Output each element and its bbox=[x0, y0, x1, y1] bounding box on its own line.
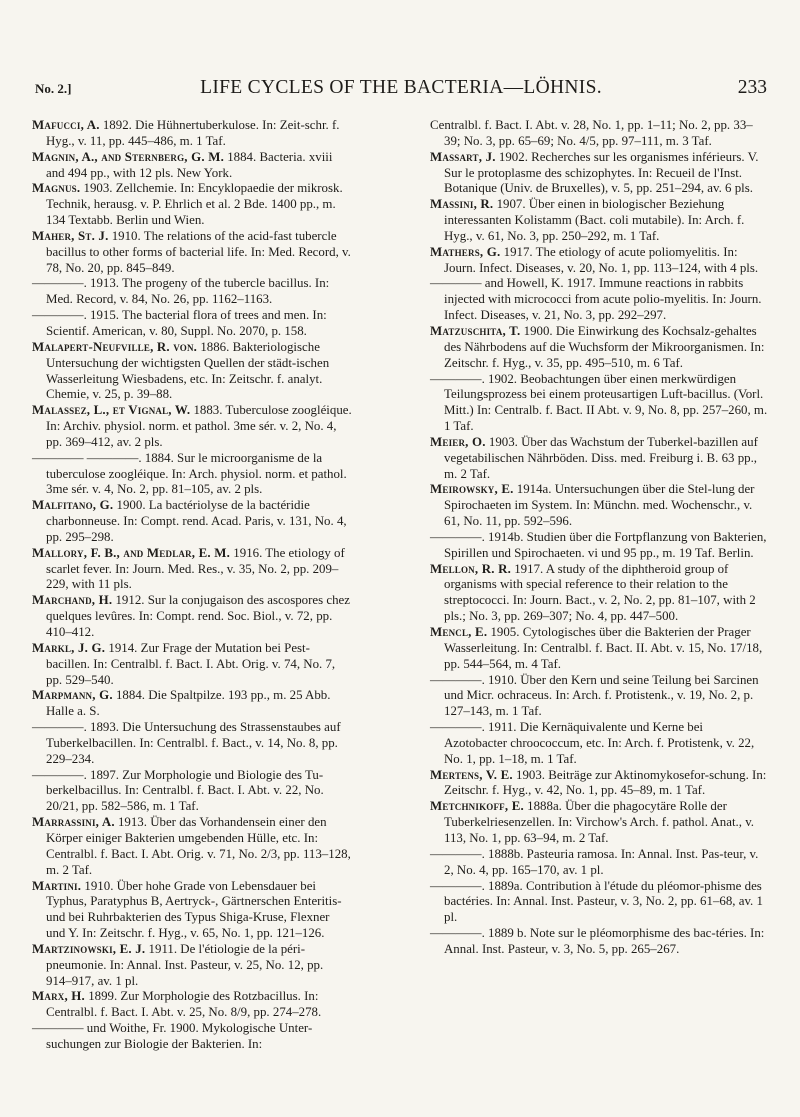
reference-text: ————. 1889a. Contribution à l'étude du pléomor-phisme des bactéries. In: Annal. Inst. Pasteur, v. 3, No. 2, pp. 61–68, av. 1 pl. bbox=[430, 878, 763, 925]
reference-text: 1899. Zur Morphologie des Rotzbacillus. In: Centralbl. f. Bact. I. Abt. v. 25, No. 8/9, pp. 274–278. bbox=[46, 989, 322, 1020]
reference-entry bbox=[430, 847, 768, 879]
issue-number: No. 2.] bbox=[35, 81, 72, 96]
reference-entry bbox=[32, 879, 352, 942]
reference-entry bbox=[32, 308, 352, 340]
reference-author: Mellon, R. R. bbox=[430, 561, 512, 576]
reference-entry bbox=[430, 562, 768, 625]
reference-author: Mertens, V. E. bbox=[430, 767, 513, 782]
reference-entry bbox=[430, 530, 768, 562]
reference-text: 1886. Bakteriologische Untersuchung der wichtigsten Quellen der städt-ischen Wasserleitung Wiesbadens, etc. In: Zeitschr. f. analyt. Chemie, v. 25, p. 39–88. bbox=[46, 339, 330, 402]
reference-text: 1900. La bactériolyse de la bactéridie charbonneuse. In: Compt. rend. Acad. Paris, v. 131, No. 4, pp. 295–298. bbox=[46, 498, 347, 544]
reference-entry bbox=[430, 324, 768, 372]
reference-text: 1883. Tuberculose zoogléique. In: Archiv. physiol. norm. et pathol. 3me sér. v. 2, No. 4, pp. 369–412, av. 2 pls. bbox=[46, 403, 352, 449]
reference-entry bbox=[32, 720, 352, 768]
reference-entry bbox=[32, 340, 352, 403]
reference-text: ———— and Howell, K. 1917. Immune reactions in rabbits injected with micrococci from acute polio-myelitis. In: Journ. Infect. Diseases, v. 21, No. 3, pp. 292–297. bbox=[430, 276, 762, 323]
reference-entry bbox=[430, 926, 768, 958]
page-number: 233 bbox=[737, 77, 767, 98]
reference-text: ————. 1893. Die Untersuchung des Strassenstaubes auf Tuberkelbacillen. In: Centralbl. f. Bact., v. 14, No. 8, pp. 229–234. bbox=[32, 720, 341, 766]
reference-author: Martzinowski, E. J. bbox=[32, 941, 146, 956]
reference-author: Marchand, H. bbox=[32, 593, 113, 608]
reference-entry bbox=[32, 403, 352, 451]
reference-entry bbox=[32, 815, 352, 878]
reference-author: Mencl, E. bbox=[430, 625, 488, 639]
reference-text: 1914. Zur Frage der Mutation bei Pest-bacillen. In: Centralbl. f. Bact. I. Abt. Orig. v. 74, No. 7, pp. 529–540. bbox=[46, 640, 336, 687]
reference-entry bbox=[430, 197, 768, 245]
reference-text: ————. 1897. Zur Morphologie und Biologie des Tu-berkelbacillus. In: Centralbl. f. Bact. I. Abt. v. 22, No. 20/21, pp. 582–586, m. 1 Taf. bbox=[32, 767, 324, 814]
reference-author: Malapert-Neufville, R. von. bbox=[32, 339, 198, 354]
reference-entry bbox=[430, 245, 768, 277]
reference-text: Centralbl. f. Bact. I. Abt. v. 28, No. 1, pp. 1–11; No. 2, pp. 33–39; No. 3, pp. 65–69; No. 4/5, pp. 97–111, m. 3 Taf. bbox=[430, 118, 753, 148]
reference-text: 1910. Über hohe Grade von Lebensdauer bei Typhus, Paratyphus B, Aertryck-, Gärtnerschen Enteritis- und bei Ruhrbakterien des Typus Shiga-Kruse, Flexner und Y. In: Zeitschr. f. Hyg., v. 65, No. 1, pp. 121–126. bbox=[46, 878, 342, 941]
reference-entry bbox=[430, 150, 768, 198]
reference-text: ————. 1910. Über den Kern und seine Teilung bei Sarcinen und Micr. ochraceus. In: Arch. f. Protistenk., v. 19, No. 2, p. 127–143, m. 1 Taf. bbox=[430, 672, 759, 719]
reference-entry bbox=[430, 625, 768, 673]
reference-entry bbox=[430, 799, 768, 847]
reference-entry bbox=[32, 150, 352, 182]
reference-entry bbox=[32, 593, 352, 641]
reference-text: ————. 1915. The bacterial flora of trees and men. In: Scientif. American, v. 80, Suppl. No. 2070, p. 158. bbox=[32, 308, 327, 338]
reference-entry bbox=[32, 688, 352, 720]
reference-entry bbox=[430, 768, 768, 800]
reference-entry bbox=[32, 989, 352, 1021]
reference-text: ————. 1888b. Pasteuria ramosa. In: Annal. Inst. Pas-teur, v. 2, No. 4, pp. 165–170, av. 1 pl. bbox=[430, 846, 759, 877]
reference-author: Matzuschita, T. bbox=[430, 323, 521, 338]
reference-author: Marpmann, G. bbox=[32, 688, 113, 703]
reference-entry bbox=[32, 229, 352, 277]
reference-author: Maher, St. J. bbox=[32, 228, 109, 243]
reference-text: 1903. Über das Wachstum der Tuberkel-bazillen auf vegetabilischen Nährböden. Diss. med. Freiburg i. B. 63 pp., m. 2 Taf. bbox=[444, 434, 758, 481]
running-title: LIFE CYCLES OF THE BACTERIA—LÖHNIS. bbox=[200, 77, 602, 98]
reference-author: Massart, J. bbox=[430, 149, 496, 164]
left-column bbox=[32, 118, 352, 1053]
reference-entry bbox=[32, 641, 352, 689]
reference-text: 1907. Über einen in biologischer Beziehung interessanten Kolistamm (Bact. coli mutabile). In: Arch. f. Hyg., v. 61, No. 3, pp. 250–292, m. 1 Taf. bbox=[444, 197, 745, 243]
reference-text: 1913. Über das Vorhandensein einer den Körper einiger Bakterien umgebenden Hülle, etc. In: Centralbl. f. Bact. I. Abt. Orig. v. 71, No. 2/3, pp. 113–128, m. 2 Taf. bbox=[46, 815, 351, 877]
reference-author: Magnin, A., and Sternberg, G. M. bbox=[32, 149, 224, 164]
reference-author: Markl, J. G. bbox=[32, 640, 106, 655]
reference-text: 1917. A study of the diphtheroid group of organisms with special reference to their relation to the streptococci. In: Journ. Bact., v. 2, No. 2, pp. 81–107, with 2 pls.; No. 3, pp. 269–307; No. 4, pp. 447–500. bbox=[444, 561, 756, 624]
reference-entry bbox=[430, 720, 768, 768]
reference-entry bbox=[32, 451, 352, 499]
reference-entry bbox=[32, 181, 352, 229]
reference-author: Martini. bbox=[32, 878, 82, 893]
reference-author: Mafucci, A. bbox=[32, 118, 100, 132]
reference-entry bbox=[32, 546, 352, 594]
reference-author: Metchnikoff, E. bbox=[430, 799, 524, 814]
reference-entry bbox=[430, 372, 768, 435]
reference-entry bbox=[32, 118, 352, 150]
reference-entry bbox=[430, 482, 768, 530]
reference-text: 1902. Recherches sur les organismes inférieurs. V. Sur le protoplasme des schizophytes. In: Recueil de l'Inst. Botanique (Univ. de Bruxelles), v. 5, pp. 251–294, av. 6 pls. bbox=[444, 149, 759, 196]
right-column bbox=[430, 118, 768, 958]
reference-text: 1900. Die Einwirkung des Kochsalz-gehaltes des Nährbodens auf die Wuchsform der Mikroorganismen. In: Zeitschr. f. Hyg., v. 35, pp. 495–510, m. 6 Taf. bbox=[444, 323, 765, 370]
reference-text: 1884. Bacteria. xviii and 494 pp., with 12 pls. New York. bbox=[46, 149, 333, 180]
reference-text: 1903. Beiträge zur Aktinomykosefor-schung. In: Zeitschr. f. Hyg., v. 42, No. 1, pp. 45–89, m. 1 Taf. bbox=[444, 767, 767, 798]
reference-text: 1884. Die Spaltpilze. 193 pp., m. 25 Abb. Halle a. S. bbox=[46, 688, 331, 719]
reference-text: 1888a. Über die phagocytäre Rolle der Tuberkelriesenzellen. In: Virchow's Arch. f. pathol. Anat., v. 113, No. 1, pp. 63–94, m. 2 Taf. bbox=[444, 799, 755, 845]
reference-text: ————. 1914b. Studien über die Fortpflanzung von Bakterien, Spirillen und Spirochaeten. vi und 95 pp., m. 19 Taf. Berlin. bbox=[430, 529, 767, 560]
reference-text: 1914a. Untersuchungen über die Stel-lung der Spirochaeten im System. In: Münchn. med. Wochenschr., v. 61, No. 11, pp. 592–596. bbox=[444, 482, 755, 529]
reference-author: Malfitano, G. bbox=[32, 498, 114, 513]
reference-entry bbox=[32, 768, 352, 816]
reference-entry bbox=[32, 1021, 352, 1053]
reference-text: ————. 1902. Beobachtungen über einen merkwürdigen Teilungsprozess bei einem proteusartigen Luft-bacillus. (Vorl. Mitt.) In: Centralb. f. Bact. II Abt. v. 9, No. 8, pp. 257–260, m. 1 Taf. bbox=[430, 371, 768, 434]
reference-text: ————. 1913. The progeny of the tubercle bacillus. In: Med. Record, v. 84, No. 26, pp. 1162–1163. bbox=[32, 276, 330, 307]
reference-text: ———— ————. 1884. Sur le microorganisme de la tuberculose zoogléique. In: Arch. physiol. norm. et pathol. 3me sér. v. 4, No. 2, pp. 81–105, av. 2 pls. bbox=[32, 450, 347, 497]
reference-author: Mallory, F. B., and Medlar, E. M. bbox=[32, 545, 231, 560]
reference-entry bbox=[430, 435, 768, 483]
reference-text: ————. 1889 b. Note sur le pléomorphisme des bac-téries. In: Annal. Inst. Pasteur, v. 3, No. 5, pp. 265–267. bbox=[430, 926, 765, 956]
reference-entry bbox=[430, 118, 768, 150]
running-header bbox=[35, 77, 767, 101]
reference-entry bbox=[430, 673, 768, 721]
reference-text: 1916. The etiology of scarlet fever. In: Journ. Med. Res., v. 35, No. 2, pp. 209–229, with 11 pls. bbox=[46, 545, 345, 592]
reference-text: 1917. The etiology of acute poliomyelitis. In: Journ. Infect. Diseases, v. 20, No. 1, pp. 113–124, with 4 pls. bbox=[444, 244, 759, 275]
reference-author: Malassez, L., et Vignal, W. bbox=[32, 403, 191, 418]
reference-text: 1905. Cytologisches über die Bakterien der Prager Wasserleitung. In: Centralbl. f. Bact. II. Abt. v. 15, No. 17/18, pp. 544–564, m. 4 Taf. bbox=[444, 625, 763, 671]
reference-text: 1910. The relations of the acid-fast tubercle bacillus to other forms of bacterial life. In: Med. Record, v. 78, No. 20, pp. 845–849. bbox=[46, 228, 351, 275]
reference-author: Marx, H. bbox=[32, 989, 85, 1004]
reference-entry bbox=[32, 498, 352, 546]
reference-text: ————. 1911. Die Kernäquivalente und Kerne bei Azotobacter chroococcum, etc. In: Arch. f. Protistenk, v. 22, No. 1, pp. 1–18, m. 1 Taf. bbox=[430, 720, 755, 766]
reference-author: Meier, O. bbox=[430, 434, 486, 449]
reference-text: 1892. Die Hühnertuberkulose. In: Zeit-schr. f. Hyg., v. 11, pp. 445–486, m. 1 Taf. bbox=[46, 118, 340, 148]
reference-author: Meirowsky, E. bbox=[430, 482, 514, 497]
reference-author: Marrassini, A. bbox=[32, 815, 115, 830]
reference-text: ———— und Woithe, Fr. 1900. Mykologische Unter-suchungen zur Biologie der Bakterien. In: bbox=[32, 1021, 313, 1051]
reference-entry bbox=[32, 942, 352, 990]
reference-entry bbox=[430, 879, 768, 927]
reference-text: 1903. Zellchemie. In: Encyklopaedie der mikrosk. Technik, herausg. v. P. Ehrlich et al. 2 Bde. 1400 pp., m. 134 Textabb. Berlin und Wien. bbox=[46, 181, 343, 228]
reference-author: Massini, R. bbox=[430, 197, 494, 212]
reference-text: 1911. De l'étiologie de la péri-pneumonie. In: Annal. Inst. Pasteur, v. 25, No. 12, pp. 914–917, av. 1 pl. bbox=[46, 941, 324, 988]
reference-entry bbox=[32, 276, 352, 308]
reference-author: Magnus. bbox=[32, 181, 81, 196]
reference-author: Mathers, G. bbox=[430, 244, 501, 259]
reference-text: 1912. Sur la conjugaison des ascospores chez quelques levûres. In: Compt. rend. Soc. Biol., v. 72, pp. 410–412. bbox=[46, 593, 350, 639]
reference-entry bbox=[430, 276, 768, 324]
